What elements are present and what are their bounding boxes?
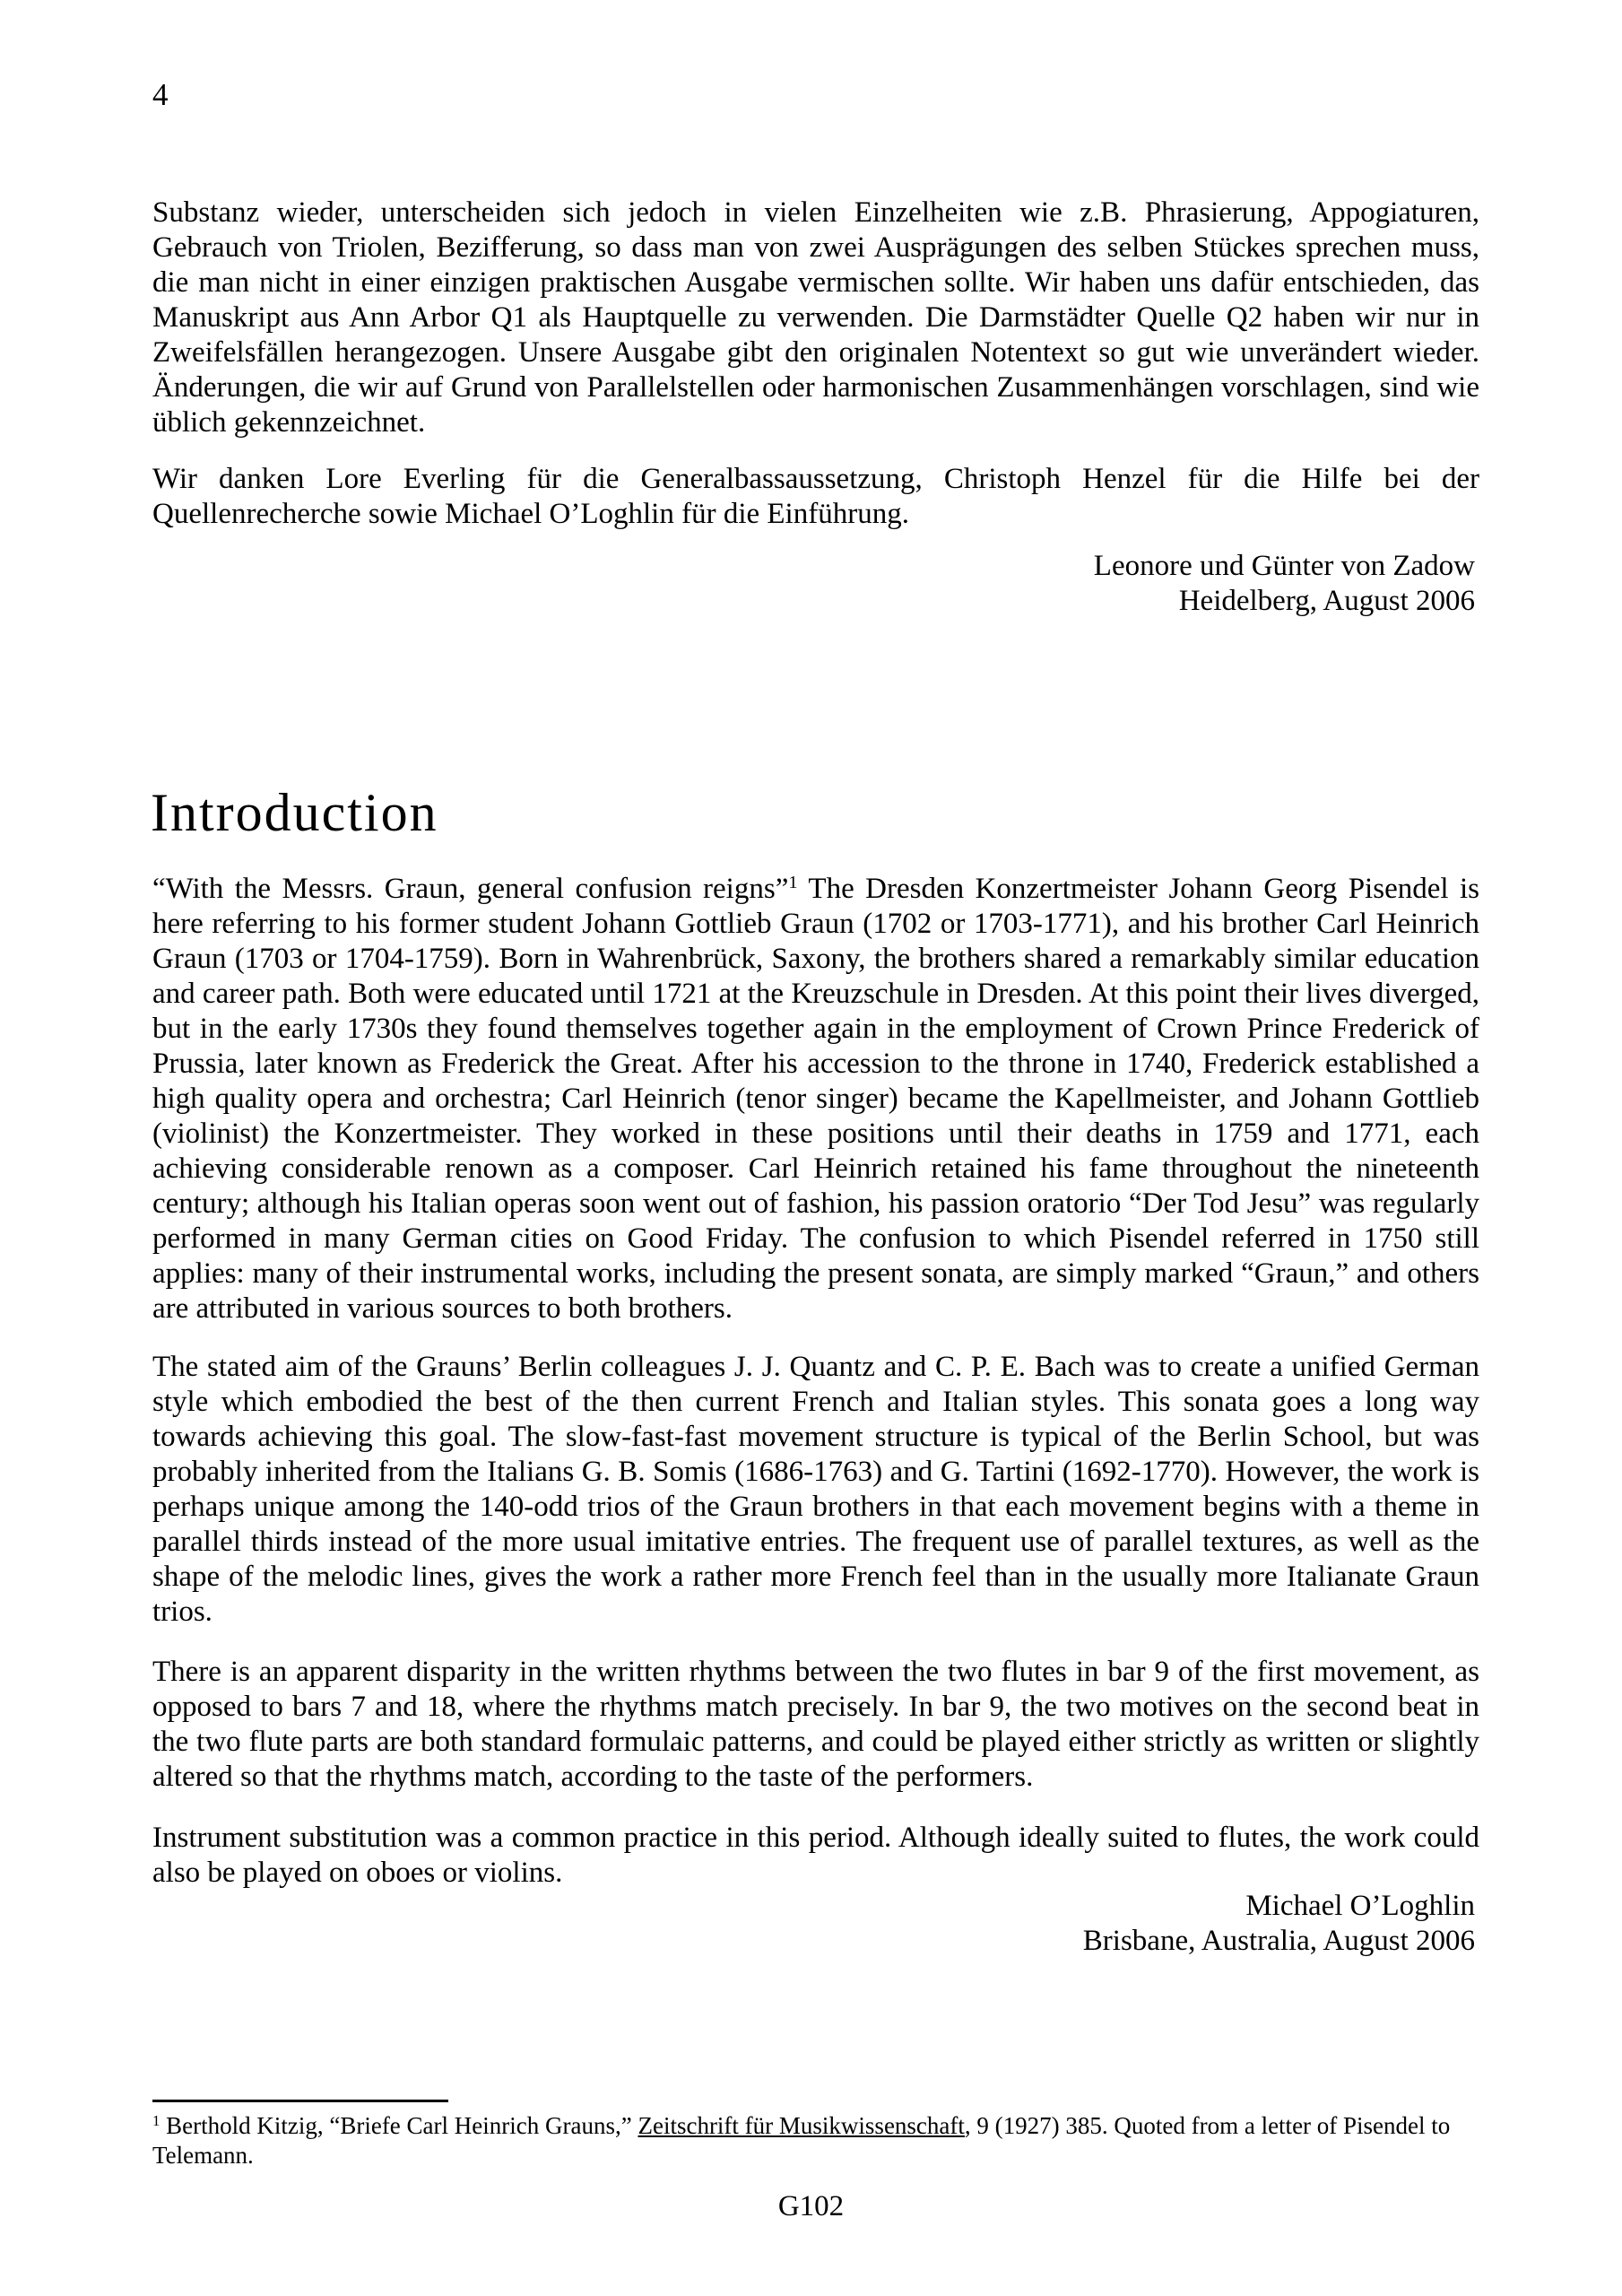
introduction-paragraph-4: Instrument substitution was a common practice in this period. Although ideally suited to flutes, the work could also be played on oboes or violins. <box>152 1822 1479 1889</box>
footnote-citation-before: Berthold Kitzig, “Briefe Carl Heinrich Grauns,” <box>160 2112 638 2139</box>
introduction-signature-name: Michael O’Loghlin <box>1245 1890 1475 1922</box>
introduction-opening-quote: “With the Messrs. Graun, general confusion reigns” <box>152 873 789 905</box>
footnote-reference-marker: 1 <box>788 872 798 892</box>
footnote-text <box>152 2111 1479 2170</box>
preface-paragraph-thanks: Wir danken Lore Everling für die Generalbassaussetzung, Christoph Henzel für die Hilfe bei der Quellenrecherche sowie Michael O’Loghlin für die Einführung. <box>152 463 1479 530</box>
preface-signature-name: Leonore und Günter von Zadow <box>1093 550 1475 582</box>
plate-number-footer: G102 <box>777 2190 845 2222</box>
introduction-paragraph-1 <box>152 872 1479 1326</box>
preface-signature-block <box>1094 549 1475 619</box>
footnote-separator-rule <box>152 2100 448 2102</box>
introduction-paragraph-2: The stated aim of the Grauns’ Berlin colleagues J. J. Quantz and C. P. E. Bach was to create a unified German style which embodied the best of the then current French and Italian styles. This sonata goes a long way towards achieving this goal. The slow-fast-fast movement structure is typical of the Berlin School, but was probably inherited from the Italians G. B. Somis (1686-1763) and G. Tartini (1692-1770). However, the work is perhaps unique among the 140-odd trios of the Graun brothers in that each movement begins with a theme in parallel thirds instead of the more usual imitative entries. The frequent use of parallel textures, as well as the shape of the melodic lines, gives the work a rather more French feel than in the usually more Italianate Graun trios. <box>152 1351 1479 1628</box>
preface-paragraph-sources: Substanz wieder, unterscheiden sich jedoch in vielen Einzelheiten wie z.B. Phrasierung, Appogiaturen, Gebrauch von Triolen, Bezifferung, so dass man von zwei Ausprägungen des selben Stückes sprechen muss, die man nicht in einer einzigen praktischen Ausgabe vermischen sollte. Wir haben uns dafür entschieden, das Manuskript aus Ann Arbor Q1 als Hauptquelle zu verwenden. Die Darmstädter Quelle Q2 haben wir nur in Zweifelsfällen herangezogen. Unsere Ausgabe gibt den originalen Notentext so gut wie unverändert wieder. Änderungen, die wir auf Grund von Parallelstellen oder harmonischen Zusammenhängen vorschlagen, sind wie üblich gekennzeichnet. <box>152 196 1479 439</box>
preface-signature-place-date: Heidelberg, August 2006 <box>1178 585 1475 617</box>
introduction-heading: Introduction <box>151 783 438 842</box>
footnote-marker: 1 <box>152 2111 160 2129</box>
footnote-journal-title: Zeitschrift für Musikwissenschaft <box>638 2112 965 2139</box>
introduction-signature-block <box>1083 1889 1475 1959</box>
introduction-paragraph-3: There is an apparent disparity in the written rhythms between the two flutes in bar 9 of the first movement, as opposed to bars 7 and 18, where the rhythms match precisely. In bar 9, the two motives on the second beat in the two flute parts are both standard formulaic patterns, and could be played either strictly as written or slightly altered so that the rhythms match, according to the taste of the performers. <box>152 1656 1479 1793</box>
footnote-citation-after: , 9 (1927) 385. Quoted from a letter of Pisendel to Telemann. <box>152 2112 1451 2169</box>
introduction-paragraph-1-text: The Dresden Konzertmeister Johann Georg Pisendel is here referring to his former student Johann Gottlieb Graun (1702 or 1703-1771), and his brother Carl Heinrich Graun (1703 or 1704-1759). Born in Wahrenbrück, Saxony, the brothers shared a remarkably similar education and career path. Both were educated until 1721 at the Kreuzschule in Dresden. At this point their lives diverged, but in the early 1730s they found themselves together again in the employment of Crown Prince Frederick of Prussia, later known as Frederick the Great. After his accession to the throne in 1740, Frederick established a high quality opera and orchestra; Carl Heinrich (tenor singer) became the Kapellmeister, and Johann Gottlieb (violinist) the Konzertmeister. They worked in these positions until their deaths in 1759 and 1771, each achieving considerable renown as a composer. Carl Heinrich retained his fame throughout the nineteenth century; although his Italian operas soon went out of fashion, his passion oratorio “Der Tod Jesu” was regularly performed in many German cities on Good Friday. The confusion to which Pisendel referred in 1750 still applies: many of their instrumental works, including the present sonata, are simply marked “Graun,” and others are attributed in various sources to both brothers. <box>152 873 1479 1325</box>
introduction-signature-place-date: Brisbane, Australia, August 2006 <box>1082 1925 1475 1957</box>
page-number: 4 <box>152 77 169 112</box>
